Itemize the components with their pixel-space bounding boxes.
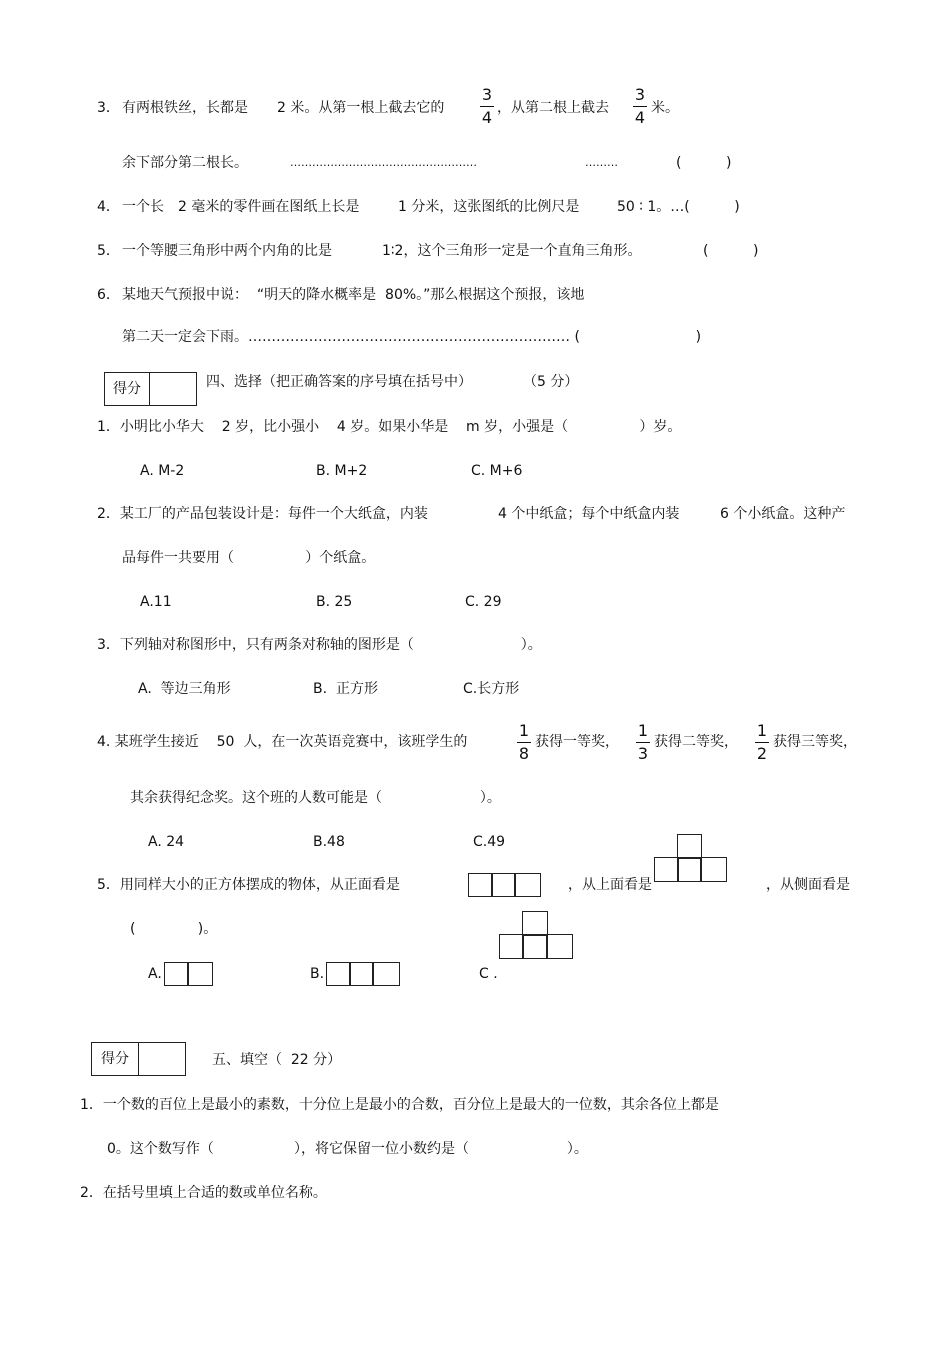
choice-q4-fraction-3: 1 2 xyxy=(756,721,768,763)
q5-text-1: 一个等腰三角形中两个内角的比是 xyxy=(122,243,332,259)
choice-q2-option-c[interactable]: C. 29 xyxy=(465,594,502,610)
q3-number: 3． xyxy=(97,100,120,116)
q4-text-1: 一个长 xyxy=(122,199,164,215)
choice-q1-text: 1．小明比小华大 2 岁，比小强小 4 岁。如果小华是 m 岁，小强是（ ）岁。 xyxy=(97,419,682,435)
choice-q2-option-a[interactable]: A.11 xyxy=(140,594,172,610)
choice-q5-text-3: ，从侧面看是 xyxy=(766,877,850,893)
choice-q4-after-3: 获得三等奖， xyxy=(773,734,857,750)
section4-score-label: 得分 xyxy=(105,373,150,405)
choice-q4-text-1: 4. 某班学生接近 50 人，在一次英语竞赛中，该班学生的 xyxy=(97,734,468,750)
q4-text-2: 2 毫米的零件画在图纸上长是 xyxy=(178,199,360,215)
q5-answer-paren[interactable]: ( ) xyxy=(703,243,759,259)
choice-q4-option-a[interactable]: A. 24 xyxy=(148,834,185,850)
section4-points: （5 分） xyxy=(523,374,579,390)
q6-number: 6． xyxy=(97,287,120,303)
q3-line-2: 余下部分第二根长。 xyxy=(122,155,248,171)
choice-q3-text: 3．下列轴对称图形中，只有两条对称轴的图形是（ ）。 xyxy=(97,637,542,653)
choice-q5-option-a[interactable]: A. xyxy=(148,966,162,982)
q4-text-3: 1 分米，这张图纸的比例尺是 xyxy=(398,199,580,215)
choice-q2-option-b[interactable]: B. 25 xyxy=(316,594,353,610)
choice-q2-text-3: 6 个小纸盒。这种产 xyxy=(720,506,846,522)
q3-answer-paren[interactable]: ( ) xyxy=(676,155,732,171)
fill-q1-line-2: 0。这个数写作（ ），将它保留一位小数约是（ ）。 xyxy=(107,1141,588,1157)
choice-q4-after-1: 获得一等奖， xyxy=(535,734,619,750)
section5-score-box xyxy=(91,1042,186,1076)
choice-q3-option-c[interactable]: C.长方形 xyxy=(463,681,520,697)
q3-text-3: ，从第二根上截去 xyxy=(497,100,609,116)
q3-fraction-1: 3 4 xyxy=(481,85,493,127)
q6-line-2[interactable]: 第二天一定会下雨。…………………………………………………………… ( ) xyxy=(122,329,702,345)
choice-q4-option-b[interactable]: B.48 xyxy=(313,834,345,850)
fill-q2-text: 2．在括号里填上合适的数或单位名称。 xyxy=(80,1185,327,1201)
choice-q1-option-a[interactable]: A. M-2 xyxy=(140,463,185,479)
q4-text-4[interactable]: 50 ∶ 1。…( ) xyxy=(617,199,740,215)
q3-fraction-2: 3 4 xyxy=(634,85,646,127)
choice-q2-text-4: 品每件一共要用（ ）个纸盒。 xyxy=(122,550,376,566)
choice-q5-option-c[interactable]: C . xyxy=(479,966,498,982)
choice-q4-fraction-1: 1 8 xyxy=(518,721,530,763)
fill-q1-line-1: 1．一个数的百位上是最小的素数，十分位上是最小的合数，百分位上是最大的一位数，其余各位上都是 xyxy=(80,1097,719,1113)
choice-q5-option-b[interactable]: B. xyxy=(310,966,325,982)
choice-q5-text-2: ，从上面看是 xyxy=(568,877,652,893)
q3-dots-2: ……… xyxy=(585,156,618,169)
choice-q2-text-1: 2．某工厂的产品包装设计是：每件一个大纸盒，内装 xyxy=(97,506,428,522)
q6-line-1: 某地天气预报中说： “明天的降水概率是 80%。”那么根据这个预报，该地 xyxy=(122,287,585,303)
section5-score-label: 得分 xyxy=(92,1043,139,1075)
q3-text-2: 2 米。从第一根上截去它的 xyxy=(277,100,445,116)
choice-q2-text-2: 4 个中纸盒；每个中纸盒内装 xyxy=(498,506,680,522)
choice-q4-option-c[interactable]: C.49 xyxy=(473,834,506,850)
choice-q3-option-b[interactable]: B. 正方形 xyxy=(313,681,378,697)
q5-text-2: 1∶2，这个三角形一定是一个直角三角形。 xyxy=(382,243,642,259)
q4-number: 4． xyxy=(97,199,120,215)
q5-number: 5． xyxy=(97,243,120,259)
choice-q1-option-b[interactable]: B. M+2 xyxy=(316,463,368,479)
choice-q5-text-4: ( )。 xyxy=(130,921,218,937)
choice-q5-text-1: 5．用同样大小的正方体摆成的物体，从正面看是 xyxy=(97,877,400,893)
q3-text-1: 有两根铁丝，长都是 xyxy=(122,100,248,116)
section4-title: 四、选择（把正确答案的序号填在括号中） xyxy=(206,374,472,390)
section5-title: 五、填空（ 22 分） xyxy=(212,1052,342,1068)
choice-q3-option-a[interactable]: A. 等边三角形 xyxy=(138,681,231,697)
choice-q1-option-c[interactable]: C. M+6 xyxy=(471,463,523,479)
q3-unit: 米。 xyxy=(651,100,679,116)
choice-q4-fraction-2: 1 3 xyxy=(637,721,649,763)
choice-q4-after-2: 获得二等奖， xyxy=(654,734,738,750)
section4-score-box xyxy=(104,372,197,406)
q3-dots-1: …………………………………………… xyxy=(290,156,477,169)
choice-q4-text-2: 其余获得纪念奖。这个班的人数可能是（ ）。 xyxy=(130,790,501,806)
